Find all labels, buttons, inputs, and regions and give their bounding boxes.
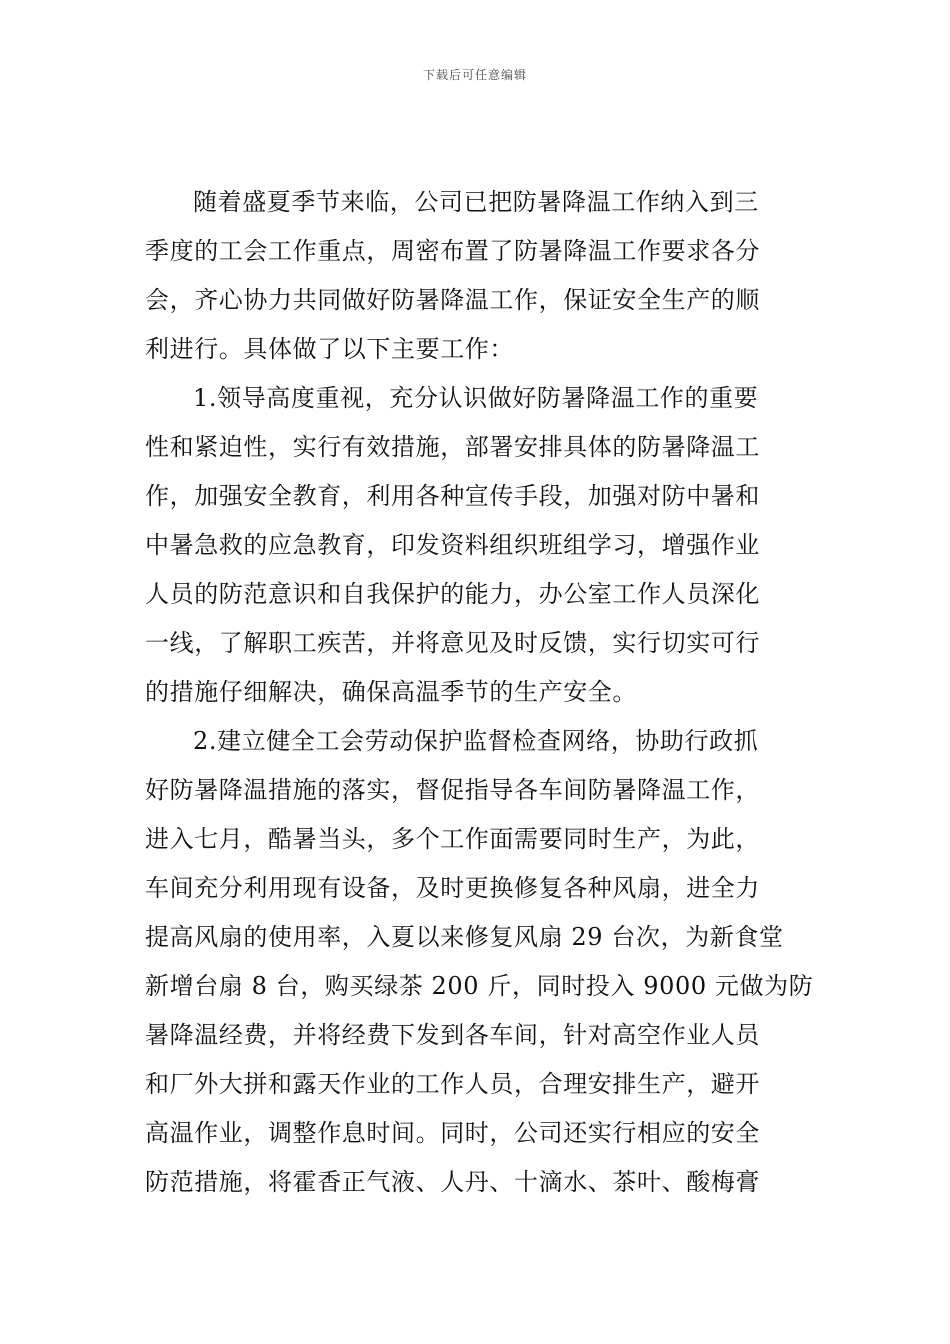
text-line: 1.领导高度重视，充分认识做好防暑降温工作的重要 bbox=[193, 384, 759, 412]
text-line: 防范措施，将霍香正气液、人丹、十滴水、茶叶、酸梅膏 bbox=[145, 1168, 760, 1196]
text-line: 中暑急救的应急教育，印发资料组织班组学习，增强作业 bbox=[145, 531, 760, 559]
text-line: 2.建立健全工会劳动保护监督检查网络，协助行政抓 bbox=[193, 727, 759, 755]
text-line: 作，加强安全教育，利用各种宣传手段，加强对防中暑和 bbox=[145, 482, 760, 510]
text-line: 好防暑降温措施的落实，督促指导各车间防暑降温工作， bbox=[145, 776, 760, 804]
text-line: 高温作业，调整作息时间。同时，公司还实行相应的安全 bbox=[145, 1119, 760, 1147]
text-line: 利进行。具体做了以下主要工作： bbox=[145, 335, 514, 363]
text-line: 会，齐心协力共同做好防暑降温工作，保证安全生产的顺 bbox=[145, 286, 760, 314]
text-line: 暑降温经费，并将经费下发到各车间，针对高空作业人员 bbox=[145, 1021, 760, 1049]
text-line: 季度的工会工作重点，周密布置了防暑降温工作要求各分 bbox=[145, 237, 760, 265]
text-line: 一线，了解职工疾苦，并将意见及时反馈，实行切实可行 bbox=[145, 629, 760, 657]
text-line: 人员的防范意识和自我保护的能力，办公室工作人员深化 bbox=[145, 580, 760, 608]
text-line: 车间充分利用现有设备，及时更换修复各种风扇，进全力 bbox=[145, 874, 760, 902]
document-body bbox=[145, 178, 814, 1207]
text-line: 提高风扇的使用率，入夏以来修复风扇 29 台次，为新食堂 bbox=[145, 923, 784, 951]
header-note: 下载后可任意编辑 bbox=[422, 68, 527, 82]
text-line: 进入七月，酷暑当头，多个工作面需要同时生产，为此， bbox=[145, 825, 760, 853]
text-line: 新增台扇 8 台，购买绿茶 200 斤，同时投入 9000 元做为防 bbox=[145, 972, 814, 1000]
text-line: 随着盛夏季节来临，公司已把防暑降温工作纳入到三 bbox=[193, 188, 759, 216]
text-line: 性和紧迫性，实行有效措施，部署安排具体的防暑降温工 bbox=[145, 433, 760, 461]
text-line: 和厂外大拼和露天作业的工作人员，合理安排生产，避开 bbox=[145, 1070, 760, 1098]
text-line: 的措施仔细解决，确保高温季节的生产安全。 bbox=[145, 678, 637, 706]
